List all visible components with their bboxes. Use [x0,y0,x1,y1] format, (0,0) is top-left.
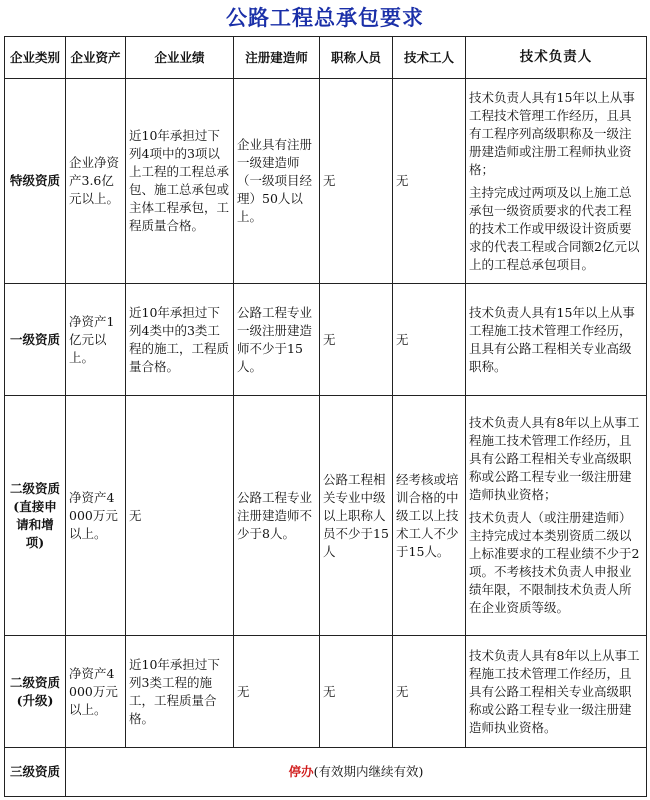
assets-cell: 净资产1亿元以上。 [66,284,126,396]
status-badge: 停办 [288,764,314,779]
table-row [5,396,647,636]
table-row [5,636,647,748]
performance-cell: 无 [126,396,234,636]
tech-lead-paragraph: 技术负责人具有8年以上从事工程施工技术管理工作经历，且具有公路工程相关专业高级职称或公路工程专业一级注册建造师执业资格； [469,415,640,502]
tech-lead-cell [466,79,647,284]
engineers-cell: 公路工程专业一级注册建造师不少于15人。 [234,284,320,396]
header-row [5,37,647,79]
header-performance: 企业业绩 [126,37,234,79]
tech-lead-cell [466,636,647,748]
titled-staff-cell: 公路工程相关专业中级以上职称人员不少于15人 [320,396,393,636]
status-note: (有效期内继续有效) [313,764,424,779]
performance-cell: 近10年承担过下列4项中的3项以上工程的工程总承包、施工总承包或主体工程承包，工程质量合格。 [126,79,234,284]
table-row [5,748,647,797]
tech-lead-cell [466,396,647,636]
performance-cell: 近10年承担过下列4类中的3类工程的施工，工程质量合格。 [126,284,234,396]
titled-staff-cell: 无 [320,79,393,284]
category-cell: 三级资质 [5,748,66,797]
qualification-table [4,36,647,797]
category-cell: 二级资质(直接申请和增项) [5,396,66,636]
tech-lead-paragraph: 技术负责人（或注册建造师）主持完成过本类别资质二级以上标准要求的工程业绩不少于2项。不考核技术负责人申报业绩年限，不限制技术负责人所在企业资质等级。 [469,510,640,615]
tech-lead-paragraph: 技术负责人具有8年以上从事工程施工技术管理工作经历，且具有公路工程相关专业高级职称或公路工程专业一级注册建造师执业资格。 [469,647,640,735]
category-cell: 一级资质 [5,284,66,396]
titled-staff-cell: 无 [320,284,393,396]
table-row [5,284,647,396]
workers-cell: 无 [393,79,466,284]
third-grade-status-cell [66,748,647,797]
workers-cell: 经考核或培训合格的中级工以上技术工人不少于15人。 [393,396,466,636]
page-title: 公路工程总承包要求 [226,5,424,30]
tech-lead-paragraph: 主持完成过两项及以上施工总承包一级资质要求的代表工程的技术工作或甲级设计资质要求的代表工程或合同额2亿元以上的工程总承包项目。 [469,184,640,272]
tech-lead-paragraph: 技术负责人具有15年以上从事工程施工技术管理工作经历，且具有公路工程相关专业高级职称。 [469,304,635,374]
engineers-cell: 公路工程专业注册建造师不少于8人。 [234,396,320,636]
header-tech-lead: 技术负责人 [466,37,647,79]
workers-cell: 无 [393,284,466,396]
engineers-cell: 无 [234,636,320,748]
header-engineers: 注册建造师 [234,37,320,79]
assets-cell: 企业净资产3.6亿元以上。 [66,79,126,284]
performance-cell: 近10年承担过下列3类工程的施工，工程质量合格。 [126,636,234,748]
assets-cell: 净资产4000万元以上。 [66,636,126,748]
header-titled-staff: 职称人员 [320,37,393,79]
titled-staff-cell: 无 [320,636,393,748]
workers-cell: 无 [393,636,466,748]
table-row [5,79,647,284]
header-category: 企业类别 [5,37,66,79]
tech-lead-cell [466,284,647,396]
tech-lead-paragraph: 技术负责人具有15年以上从事工程技术管理工作经历，且具有工程序列高级职称及一级注册建造师或注册工程师执业资格； [469,89,635,177]
category-cell: 二级资质(升级) [5,636,66,748]
category-cell: 特级资质 [5,79,66,284]
header-workers: 技术工人 [393,37,466,79]
assets-cell: 净资产4000万元以上。 [66,396,126,636]
engineers-cell: 企业具有注册一级建造师（一级项目经理）50人以上。 [234,79,320,284]
header-assets: 企业资产 [66,37,126,79]
